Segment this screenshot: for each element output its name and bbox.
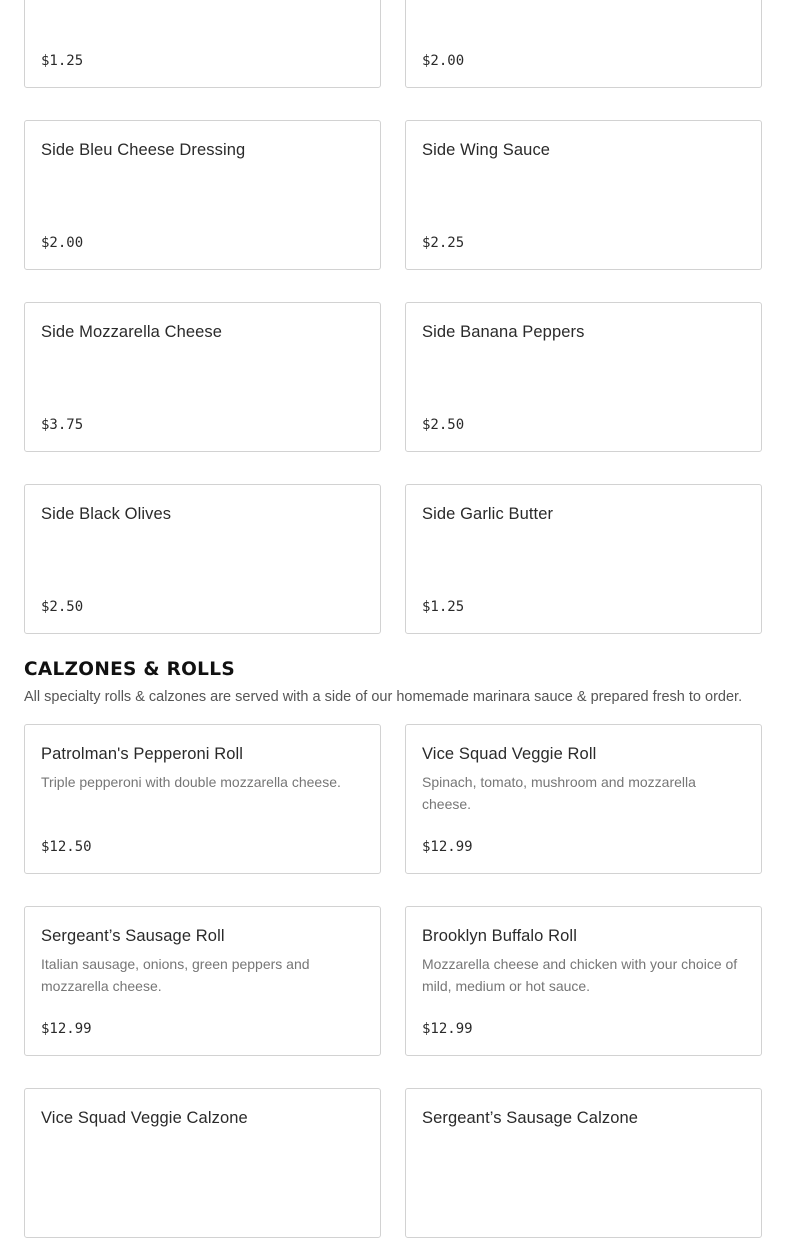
menu-item-description: Triple pepperoni with double mozzarella cheese. — [41, 774, 341, 790]
menu-item-card[interactable] — [24, 302, 381, 452]
menu-item-price: $12.99 — [422, 839, 473, 855]
menu-item-card[interactable] — [405, 484, 762, 634]
menu-item-card[interactable] — [405, 120, 762, 270]
menu-item-price: $1.25 — [41, 53, 84, 69]
menu-item-card[interactable] — [24, 724, 381, 874]
menu-item-card[interactable] — [405, 302, 762, 452]
section-title: CALZONES & ROLLS — [24, 659, 235, 680]
menu-item-description: Spinach, tomato, mushroom and mozzarella cheese. — [422, 774, 696, 812]
menu-item-price: $2.50 — [41, 599, 84, 615]
menu-item-price: $12.50 — [41, 839, 92, 855]
menu-item-card[interactable] — [405, 906, 762, 1056]
menu-item-name: Sergeant’s Sausage Roll — [41, 927, 225, 945]
menu-item-description: Italian sausage, onions, green peppers and mozzarella cheese. — [41, 956, 310, 994]
menu-item-name: Side Banana Peppers — [422, 323, 585, 341]
menu-item-card[interactable] — [405, 0, 762, 88]
menu-item-name: Sergeant’s Sausage Calzone — [422, 1109, 639, 1127]
menu-item-name: Side Mozzarella Cheese — [41, 323, 223, 341]
menu-item-card[interactable] — [405, 1088, 762, 1238]
menu-item-name: Side Black Olives — [41, 505, 172, 523]
menu-item-price: $12.99 — [422, 1021, 473, 1037]
menu-item-name: Vice Squad Veggie Roll — [422, 745, 597, 763]
menu-item-card[interactable] — [24, 484, 381, 634]
menu-item-price: $1.25 — [422, 599, 465, 615]
menu-item-name: Patrolman's Pepperoni Roll — [41, 745, 244, 763]
menu-item-card[interactable] — [24, 1088, 381, 1238]
menu-item-price: $12.99 — [41, 1021, 92, 1037]
menu-item-name: Side Garlic Butter — [422, 505, 554, 523]
menu-item-description: Mozzarella cheese and chicken with your choice of mild, medium or hot sauce. — [422, 956, 738, 994]
menu-item-card[interactable] — [24, 120, 381, 270]
menu-item-price: $2.00 — [41, 235, 84, 251]
menu-item-card[interactable] — [24, 0, 381, 88]
menu-item-name: Side Bleu Cheese Dressing — [41, 141, 246, 159]
menu-item-name: Brooklyn Buffalo Roll — [422, 927, 577, 945]
menu-item-card[interactable] — [24, 906, 381, 1056]
menu-item-price: $2.25 — [422, 235, 465, 251]
section-description: All specialty rolls & calzones are served with a side of our homemade marinara sauce & prepared fresh to order. — [24, 689, 743, 705]
menu-item-card[interactable] — [405, 724, 762, 874]
menu-item-name: Vice Squad Veggie Calzone — [41, 1109, 248, 1127]
menu-item-price: $2.50 — [422, 417, 465, 433]
menu-item-price: $3.75 — [41, 417, 84, 433]
menu-item-price: $2.00 — [422, 53, 465, 69]
menu-item-name: Side Wing Sauce — [422, 141, 551, 159]
